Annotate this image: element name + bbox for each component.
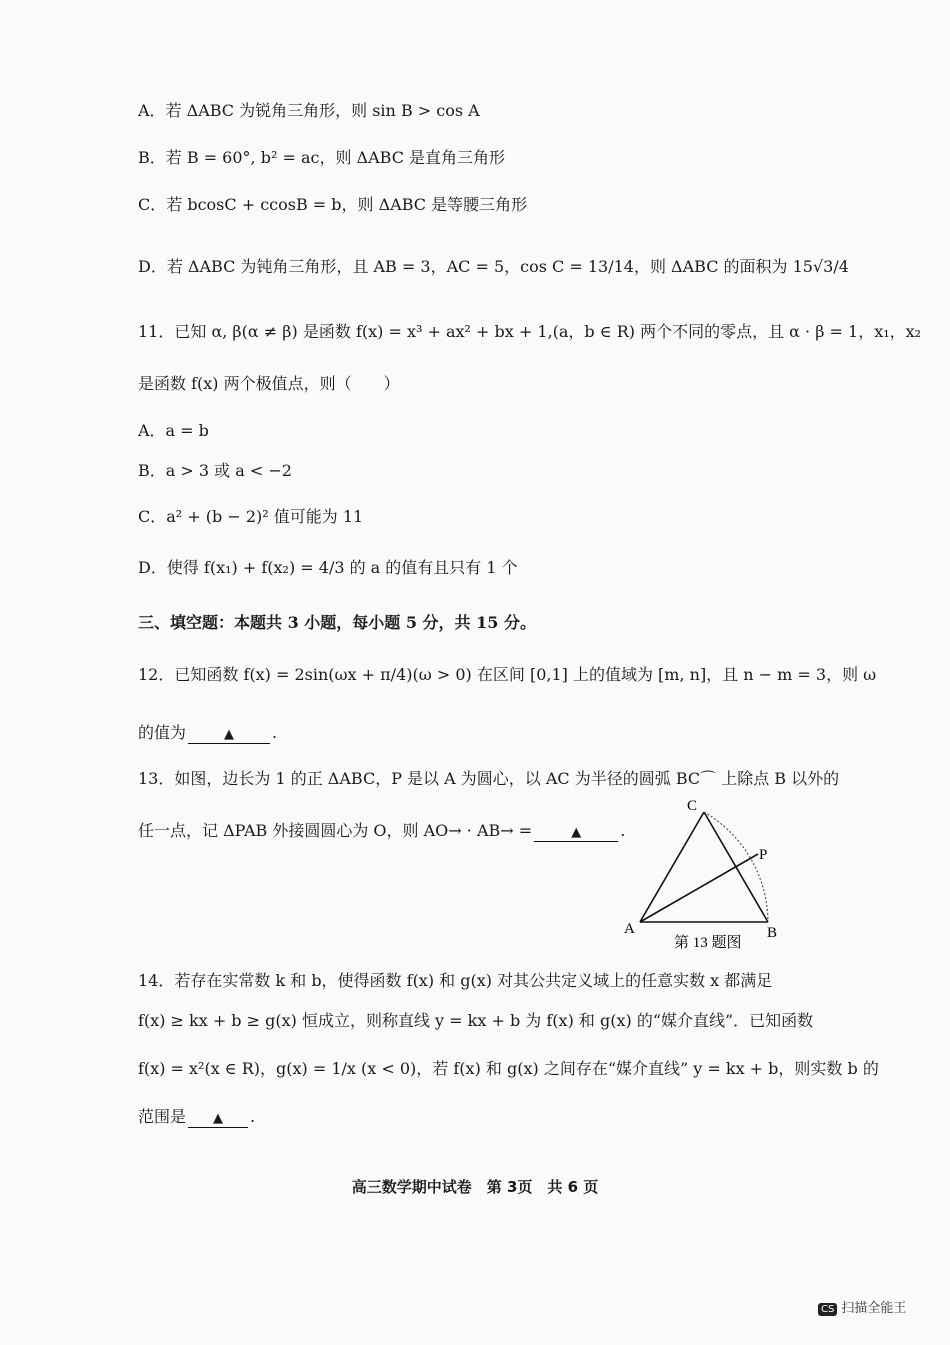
q10-option-a: A．若 ΔABC 为锐角三角形，则 sin B > cos A xyxy=(138,101,480,120)
q11-option-b: B．a > 3 或 a < −2 xyxy=(138,461,292,480)
q13-line1: 13．如图，边长为 1 的正 ΔABC，P 是以 A 为圆心，以 AC 为半径的圆弧 BC⌒ 上除点 B 以外的 xyxy=(138,769,840,788)
q14-line2: f(x) ≥ kx + b ≥ g(x) 恒成立，则称直线 y = kx + b 为 f(x) 和 g(x) 的“媒介直线”．已知函数 xyxy=(138,1011,814,1030)
q14-line4 xyxy=(138,1106,255,1128)
point-label-a: A xyxy=(624,921,635,937)
point-label-c: C xyxy=(687,798,698,814)
scanner-watermark xyxy=(818,1291,950,1316)
q14-line4-prefix: 范围是 xyxy=(138,1107,187,1126)
q13-line2 xyxy=(138,820,625,842)
figure-caption: 第 13 题图 xyxy=(674,935,742,951)
q13-line2-suffix: . xyxy=(620,821,626,840)
q11-stem-line2: 是函数 f(x) 两个极值点，则（ ） xyxy=(138,374,400,393)
scanner-logo-icon: CS xyxy=(818,1303,837,1316)
segment-ap xyxy=(640,854,758,922)
q11-option-d: D．使得 f(x₁) + f(x₂) = 4/3 的 a 的值有且只有 1 个 xyxy=(138,558,518,577)
scanner-watermark-text: 扫描全能王 xyxy=(841,1301,907,1316)
triangle-side-ac xyxy=(640,812,704,922)
point-label-b: B xyxy=(767,925,778,941)
q12-line2-prefix: 的值为 xyxy=(138,723,187,742)
q12-answer-blank: ▲ xyxy=(188,727,270,744)
q13-figure xyxy=(610,790,810,960)
q14-line3: f(x) = x²(x ∈ R)，g(x) = 1/x (x < 0)，若 f(x) 和 g(x) 之间存在“媒介直线” y = kx + b，则实数 b 的 xyxy=(138,1059,879,1078)
q10-option-d: D．若 ΔABC 为钝角三角形，且 AB = 3，AC = 5，cos C = 13/14，则 ΔABC 的面积为 15√3/4 xyxy=(138,257,849,276)
q11-stem-line1: 11．已知 α, β(α ≠ β) 是函数 f(x) = x³ + ax² + bx + 1,(a，b ∈ R) 两个不同的零点，且 α · β = 1，x₁，x₂ xyxy=(138,322,922,341)
q14-answer-blank: ▲ xyxy=(188,1111,248,1128)
q12-line2-suffix: . xyxy=(272,723,278,742)
point-label-p: P xyxy=(759,847,768,863)
q10-option-b: B．若 B = 60°, b² = ac，则 ΔABC 是直角三角形 xyxy=(138,148,506,167)
q14-line4-suffix: . xyxy=(250,1107,256,1126)
q14-line1: 14．若存在实常数 k 和 b，使得函数 f(x) 和 g(x) 对其公共定义域上的任意实数 x 都满足 xyxy=(138,971,773,990)
q12-line2 xyxy=(138,722,277,744)
q12-line1: 12．已知函数 f(x) = 2sin(ωx + π/4)(ω > 0) 在区间 [0,1] 上的值域为 [m, n]，且 n − m = 3，则 ω xyxy=(138,665,877,684)
q13-answer-blank: ▲ xyxy=(534,825,618,842)
section3-heading: 三、填空题：本题共 3 小题，每小题 5 分，共 15 分。 xyxy=(138,613,536,632)
q13-line2-prefix: 任一点，记 ΔPAB 外接圆圆心为 O，则 AO→ · AB→ = xyxy=(138,821,533,840)
q11-option-c: C．a² + (b − 2)² 值可能为 11 xyxy=(138,507,364,526)
q10-option-c: C．若 bcosC + ccosB = b，则 ΔABC 是等腰三角形 xyxy=(138,195,528,214)
q11-option-a: A．a = b xyxy=(138,421,209,440)
page-footer: 高三数学期中试卷 第 3页 共 6 页 xyxy=(351,1178,599,1196)
